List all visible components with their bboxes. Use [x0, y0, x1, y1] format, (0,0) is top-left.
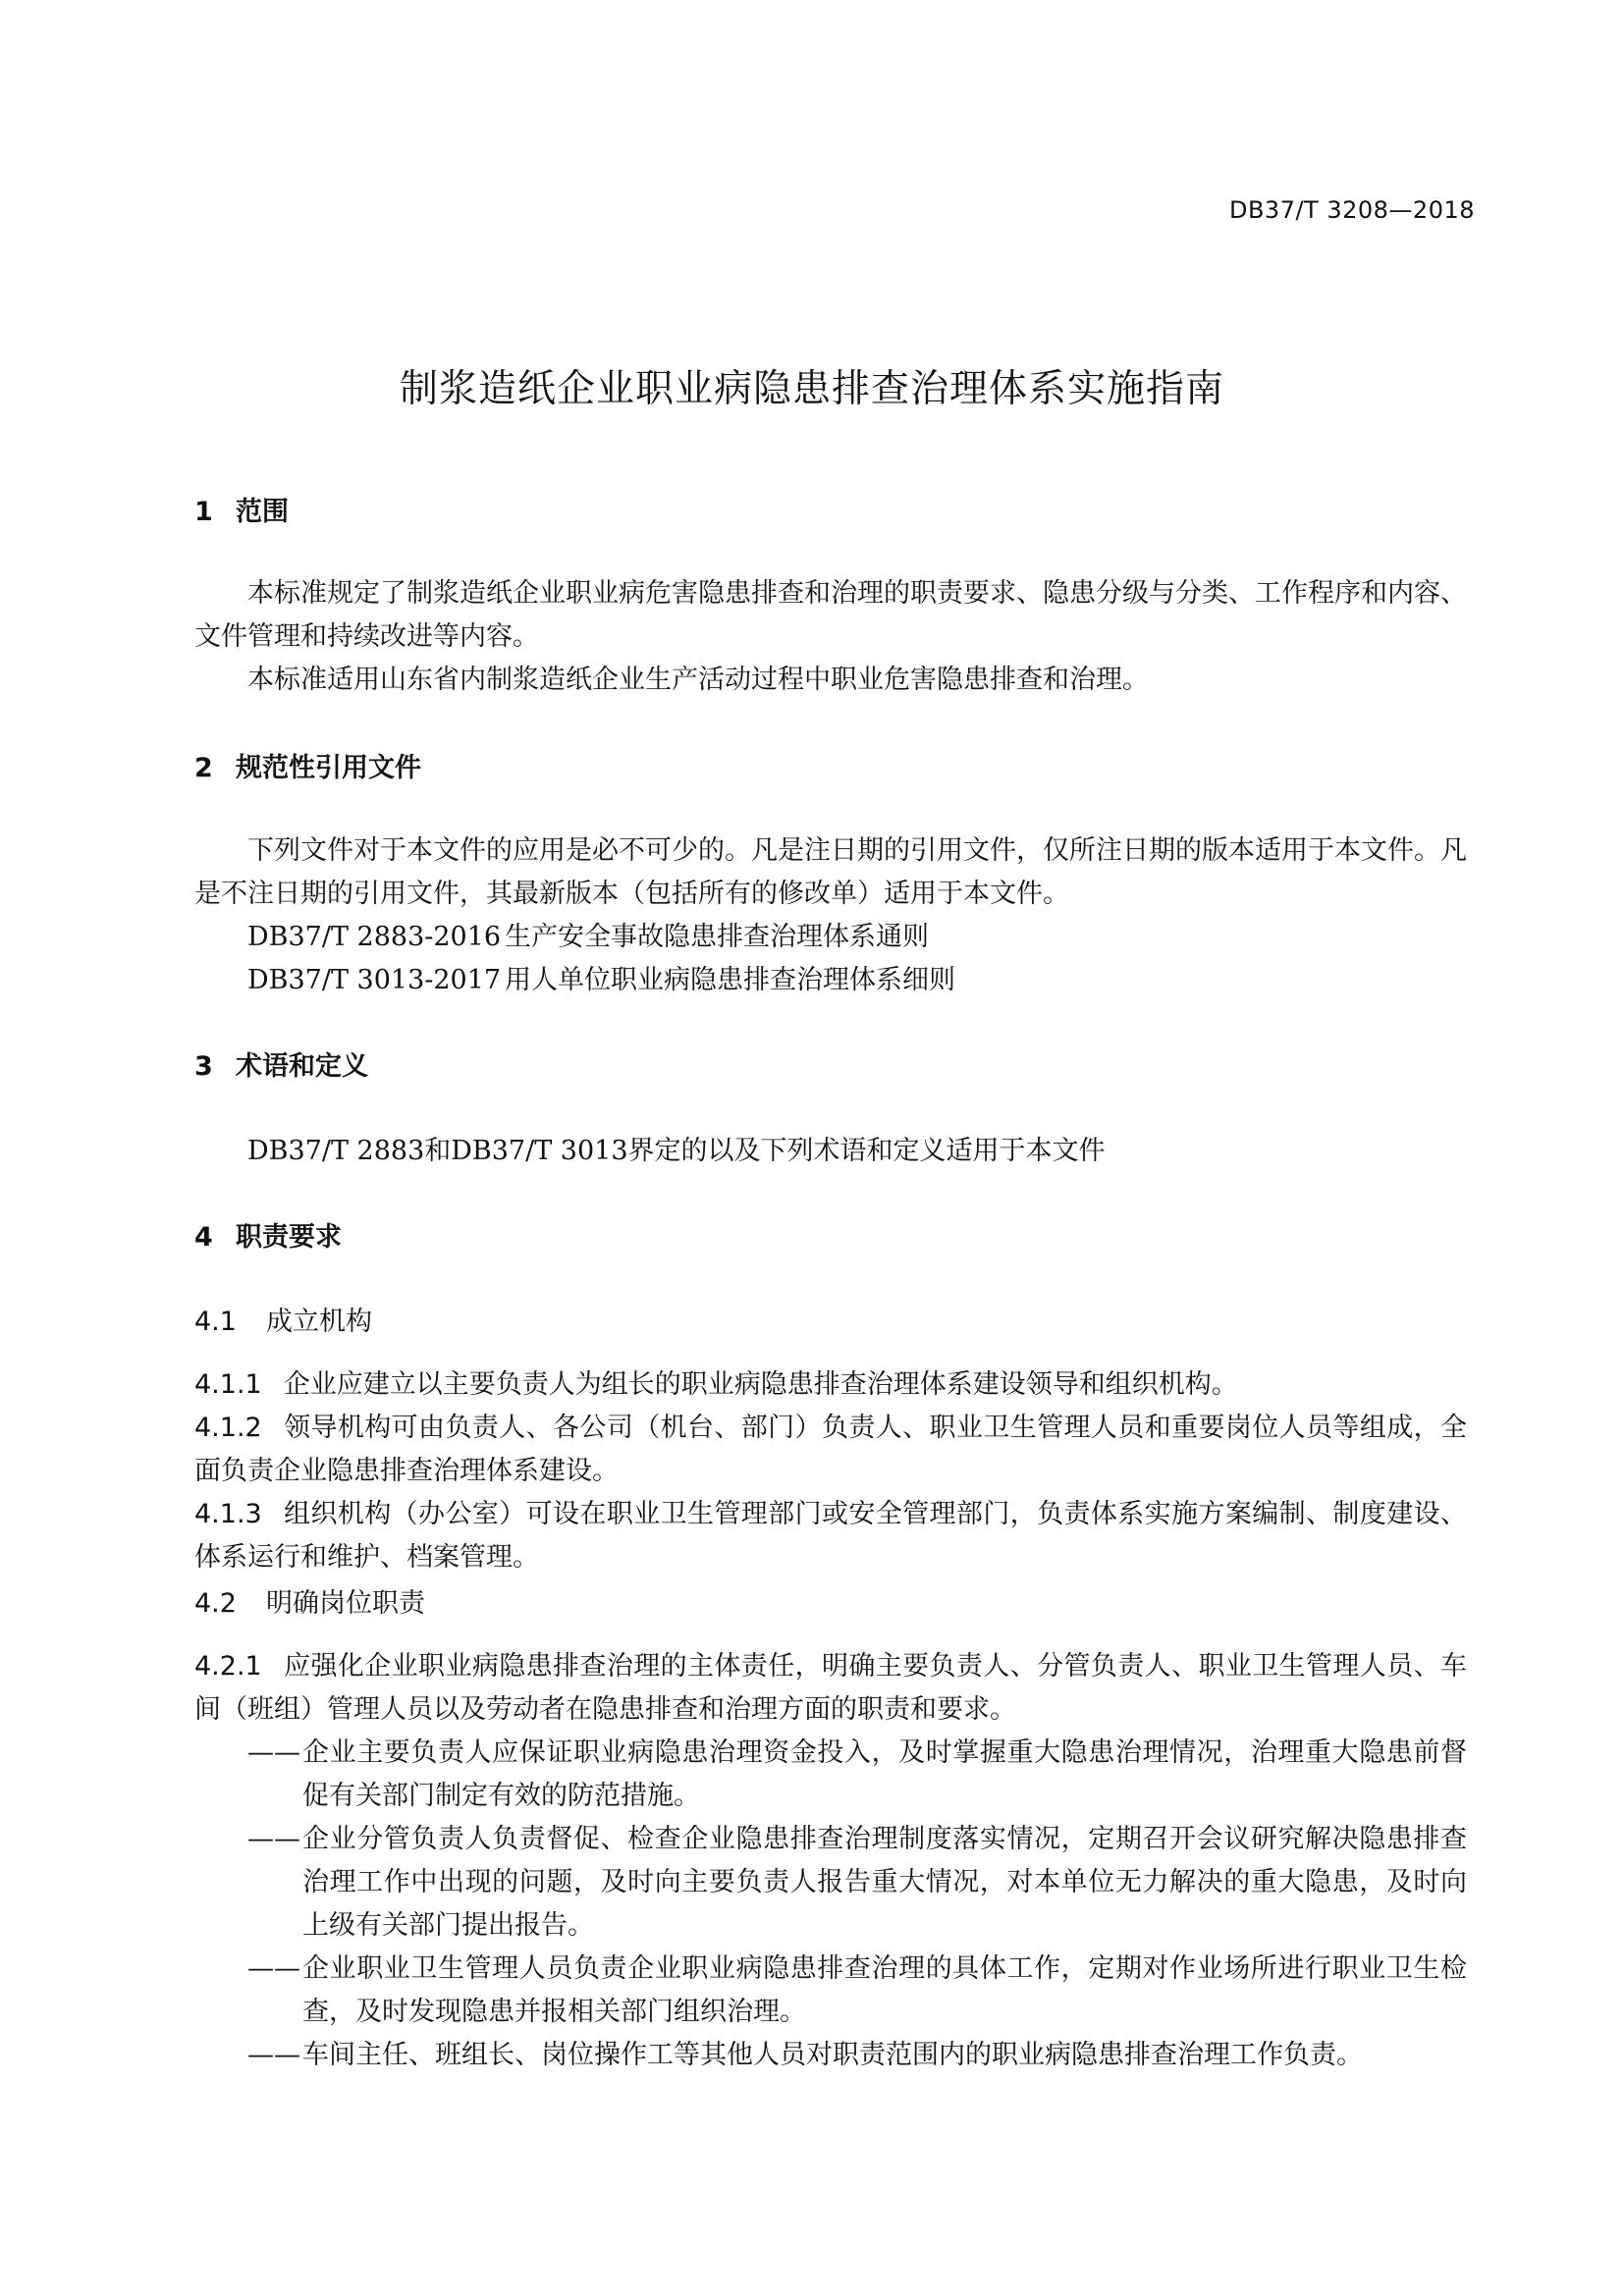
- subsection-4-2-heading: [194, 1582, 425, 1626]
- document-title: 制浆造纸企业职业病隐患排查治理体系实施指南: [399, 367, 1224, 411]
- section-number: 2: [194, 753, 213, 783]
- list-item: [247, 1732, 1467, 1818]
- list-item: [247, 1818, 1467, 1948]
- section-title: 规范性引用文件: [236, 753, 421, 783]
- subsection-title: 明确岗位职责: [266, 1588, 425, 1619]
- dash-marker: ——: [247, 1953, 300, 1984]
- section-4-heading: [194, 1216, 342, 1259]
- reference-title: 用人单位职业病隐患排查治理体系细则: [505, 965, 955, 995]
- subsection-number: 4.1: [194, 1307, 237, 1337]
- section-2-intro: 下列文件对于本文件的应用是必不可少的。凡是注日期的引用文件，仅所注日期的版本适用于本文件。凡是不注日期的引用文件，其最新版本（包括所有的修改单）适用于本文件。: [194, 835, 1467, 909]
- dash-marker: ——: [247, 1737, 300, 1768]
- section-1-paragraph-1: 本标准规定了制浆造纸企业职业病危害隐患排查和治理的职责要求、隐患分级与分类、工作程序和内容、文件管理和持续改进等内容。: [194, 578, 1467, 652]
- list-item: [247, 2034, 1467, 2077]
- section-title: 术语和定义: [236, 1051, 368, 1082]
- reference-item: [247, 959, 955, 1002]
- section-title: 范围: [236, 497, 289, 527]
- clause-4-1-3: [194, 1493, 1467, 1579]
- list-item: [247, 1948, 1467, 2034]
- section-title: 职责要求: [236, 1222, 342, 1253]
- reference-list: [247, 916, 955, 1002]
- clause-4-2-1: [194, 1645, 1467, 1732]
- reference-title: 生产安全事故隐患排查治理体系通则: [505, 922, 929, 952]
- clause-4-1-2: [194, 1407, 1467, 1493]
- subsection-title: 成立机构: [266, 1307, 372, 1337]
- clause-number: 4.1.1: [194, 1369, 262, 1400]
- clause-text: 应强化企业职业病隐患排查治理的主体责任，明确主要负责人、分管负责人、职业卫生管理人员、车间（班组）管理人员以及劳动者在隐患排查和治理方面的职责和要求。: [194, 1651, 1467, 1725]
- section-1-heading: [194, 491, 289, 534]
- section-number: 3: [194, 1051, 213, 1082]
- reference-code: DB37/T 2883-2016: [247, 922, 502, 952]
- clause-text: 领导机构可由负责人、各公司（机台、部门）负责人、职业卫生管理人员和重要岗位人员等组成，全面负责企业隐患排查治理体系建设。: [194, 1413, 1467, 1486]
- dash-marker: ——: [247, 1824, 300, 1854]
- section-3-heading: [194, 1045, 368, 1089]
- standard-code: DB37/T 3208—2018: [1228, 196, 1475, 224]
- list-item-text: 企业职业卫生管理人员负责企业职业病隐患排查治理的具体工作，定期对作业场所进行职业卫生检查，及时发现隐患并报相关部门组织治理。: [302, 1953, 1467, 2027]
- clause-4-1-1: [194, 1363, 1467, 1407]
- reference-code: DB37/T 3013-2017: [247, 965, 502, 995]
- list-item-text: 企业主要负责人应保证职业病隐患治理资金投入，及时掌握重大隐患治理情况，治理重大隐患前督促有关部门制定有效的防范措施。: [302, 1737, 1467, 1811]
- section-3-text: DB37/T 2883和DB37/T 3013界定的以及下列术语和定义适用于本文件: [247, 1136, 1106, 1166]
- clause-number: 4.1.2: [194, 1413, 262, 1443]
- responsibility-list: [247, 1732, 1467, 2077]
- section-number: 1: [194, 497, 213, 527]
- section-number: 4: [194, 1222, 213, 1253]
- clause-number: 4.1.3: [194, 1499, 262, 1529]
- subsection-4-1-heading: [194, 1301, 372, 1344]
- dash-marker: ——: [247, 2040, 300, 2070]
- subsection-number: 4.2: [194, 1588, 237, 1619]
- list-item-text: 企业分管负责人负责督促、检查企业隐患排查治理制度落实情况，定期召开会议研究解决隐患排查治理工作中出现的问题，及时向主要负责人报告重大情况，对本单位无力解决的重大隐患，及时向上级有关部门提出报告。: [302, 1824, 1467, 1941]
- section-2-heading: [194, 747, 421, 790]
- list-item-text: 车间主任、班组长、岗位操作工等其他人员对职责范围内的职业病隐患排查治理工作负责。: [302, 2040, 1363, 2070]
- clause-text: 企业应建立以主要负责人为组长的职业病隐患排查治理体系建设领导和组织机构。: [283, 1369, 1238, 1400]
- clause-text: 组织机构（办公室）可设在职业卫生管理部门或安全管理部门，负责体系实施方案编制、制度建设、体系运行和维护、档案管理。: [194, 1499, 1467, 1573]
- reference-item: [247, 916, 955, 959]
- clause-number: 4.2.1: [194, 1651, 262, 1682]
- section-1-paragraph-2: 本标准适用山东省内制浆造纸企业生产活动过程中职业危害隐患排查和治理。: [247, 665, 1149, 695]
